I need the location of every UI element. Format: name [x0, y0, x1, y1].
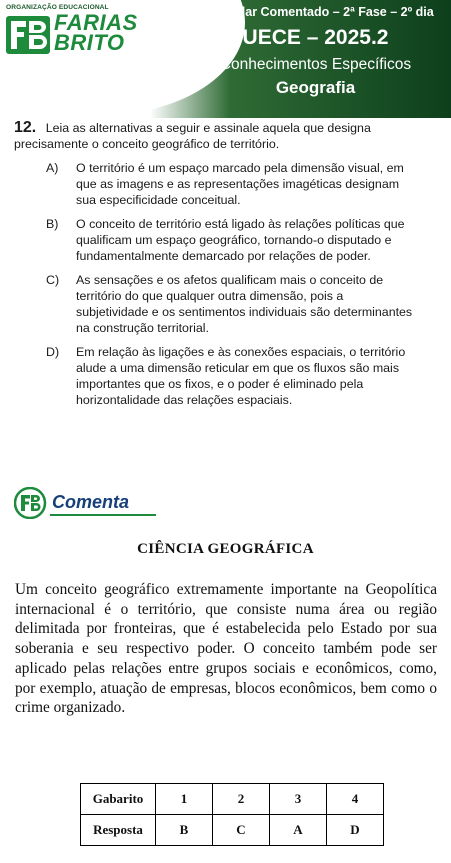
gabarito-label: Gabarito — [81, 784, 156, 815]
alternative-d — [14, 344, 439, 408]
alternative-letter: B) — [46, 217, 59, 231]
alternative-letter: A) — [46, 161, 59, 175]
alternative-letter: C) — [46, 273, 60, 287]
brand-name — [54, 10, 138, 55]
alternative-text: O conceito de território está ligado às relações políticas que qualificam um espaço geográfico, tornando-o disputado e fundamentalmente demarcado por relações de poder. — [76, 217, 405, 263]
brand-line-2: BRITO — [54, 30, 125, 55]
fb-logo-icon — [6, 14, 52, 56]
comment-body: Um conceito geográfico extremamente importante na Geopolítica internacional é o território, que consiste numa área ou região delimitada por fronteiras, que é estabelecida pelo Estado por sua soberania e seu respectivo poder. O conceito também pode ser aplicado pelas relações entre grupos sociais e econômicos, como, por exemplo, atuação de empresas, blocos econômicos, bem como o crime organizado. — [15, 581, 437, 717]
farias-brito-logo — [6, 4, 156, 66]
answer-key-table — [80, 783, 384, 846]
alternative-c — [14, 272, 439, 336]
exam-subject: Geografia — [275, 78, 356, 97]
org-label: ORGANIZAÇÃO EDUCACIONAL — [6, 4, 109, 11]
answer-cell: B — [156, 815, 213, 846]
alternative-text: As sensações e os afetos qualificam mais o conceito de território do que qualquer outra dimensão, pois a subjetividade e os sentimentos individuais são determinantes na construção territorial. — [76, 273, 413, 335]
alternative-letter: D) — [46, 345, 60, 359]
question-number-cell: 4 — [327, 784, 384, 815]
question-number-cell: 3 — [270, 784, 327, 815]
comenta-heading — [14, 487, 164, 519]
question-stem — [14, 120, 439, 152]
answer-cell: D — [327, 815, 384, 846]
question-number-cell: 2 — [213, 784, 270, 815]
answer-cell: A — [270, 815, 327, 846]
alternative-text: Em relação às ligações e às conexões espaciais, o território alude a uma dimensão reticular em que os fluxos são mais importantes que os fixos, e o poder é eliminado pela horizontalidade das relações espaciais. — [76, 345, 406, 407]
table-row — [81, 784, 384, 815]
answer-cell: C — [213, 815, 270, 846]
section-title: CIÊNCIA GEOGRÁFICA — [137, 541, 314, 557]
fb-logo-icon — [14, 487, 48, 519]
exam-subtitle: Conhecimentos Específicos — [219, 56, 412, 73]
alternative-a — [14, 160, 439, 208]
exam-title: UECE – 2025.2 — [242, 26, 389, 49]
comenta-label: Comenta — [52, 492, 130, 512]
question-block — [14, 120, 439, 416]
question-number: 12. — [14, 119, 37, 136]
question-number-cell: 1 — [156, 784, 213, 815]
page-header — [0, 0, 451, 118]
alternative-b — [14, 216, 439, 264]
question-stem-text: Leia as alternativas a seguir e assinale aquela que designa precisamente o conceito geográfico de território. — [14, 121, 371, 151]
table-row — [81, 815, 384, 846]
comenta-underline — [50, 514, 156, 516]
alternative-text: O território é um espaço marcado pela dimensão visual, em que as imagens e as representações imagéticas designam sua especificidade conceitual. — [76, 161, 404, 207]
brand-line-1: FARIAS — [54, 10, 138, 35]
alternatives-list — [14, 160, 439, 408]
resposta-label: Resposta — [81, 815, 156, 846]
exam-line: Vestibular Comentado – 2ª Fase – 2º dia — [197, 5, 434, 19]
